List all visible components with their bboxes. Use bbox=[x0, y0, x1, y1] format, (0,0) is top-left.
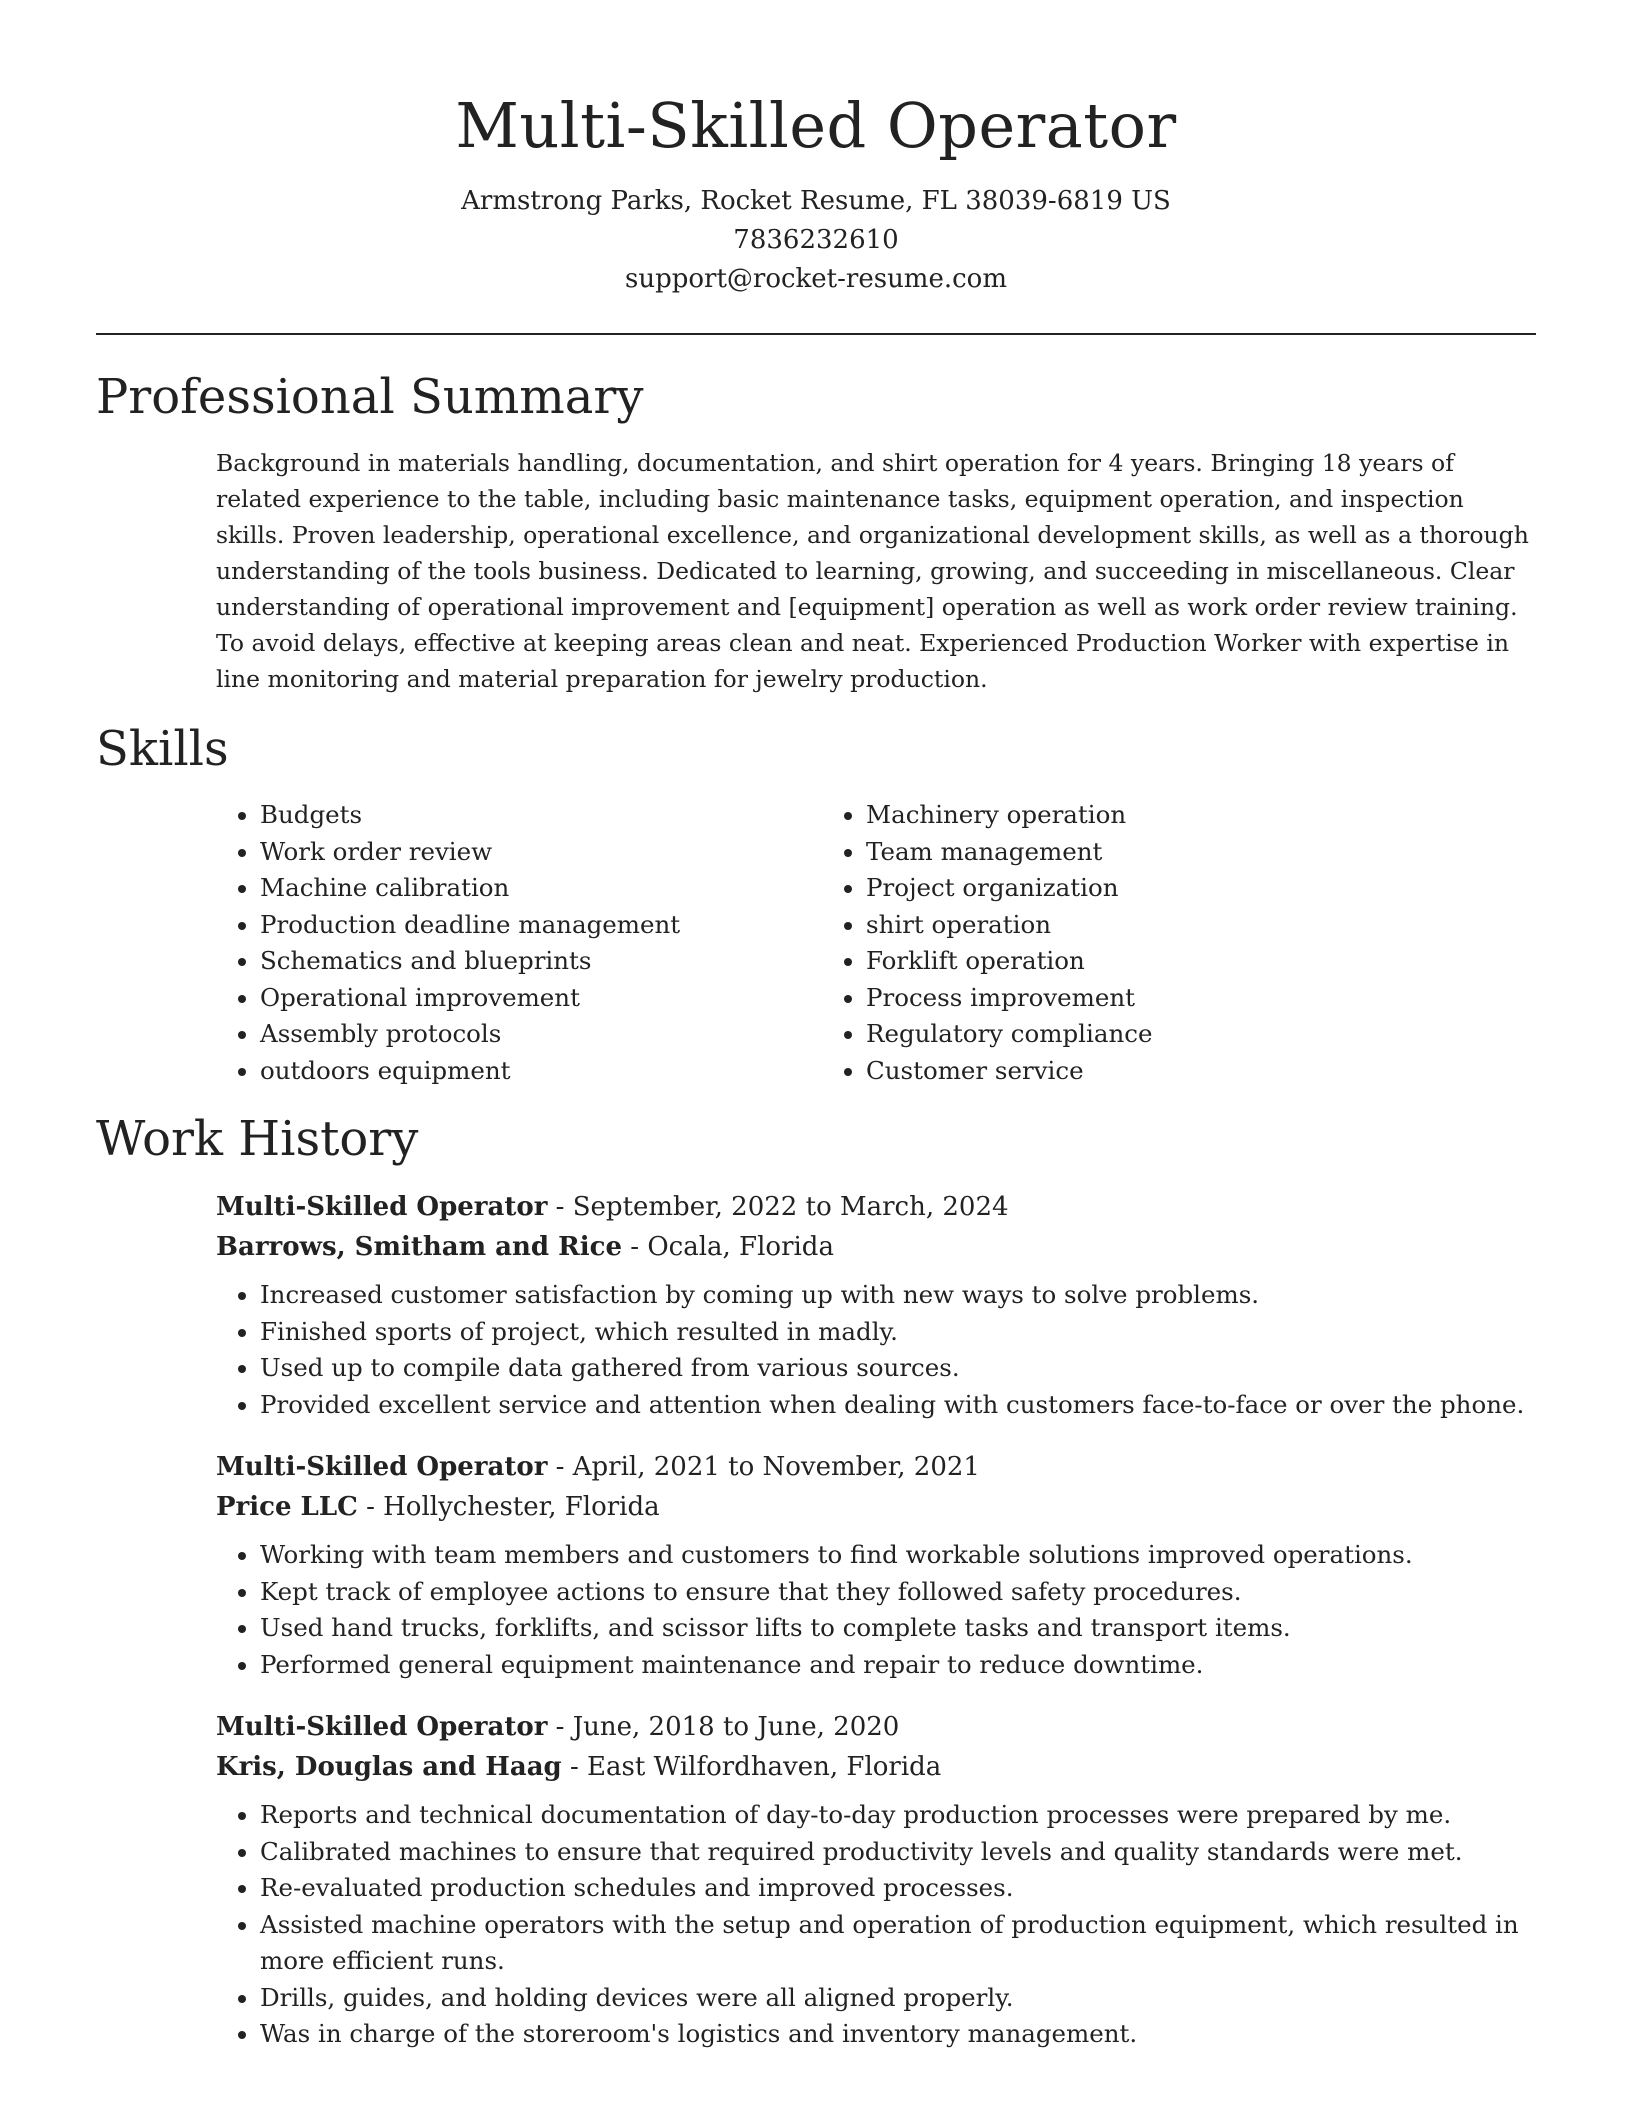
skill-item: • Budgets bbox=[260, 797, 822, 834]
skill-item: • Project organization bbox=[866, 870, 1428, 907]
job-role: Multi-Skilled Operator bbox=[216, 1192, 548, 1222]
job-bullet: • Performed general equipment maintenance and repair to reduce downtime. bbox=[260, 1647, 1536, 1684]
summary-heading: Professional Summary bbox=[96, 369, 644, 425]
skill-item: • Regulatory compliance bbox=[866, 1016, 1428, 1053]
job-role: Multi-Skilled Operator bbox=[216, 1712, 548, 1742]
job-dates: - June, 2018 to June, 2020 bbox=[547, 1712, 900, 1742]
work-history-heading: Work History bbox=[96, 1111, 419, 1167]
job-entry bbox=[216, 1707, 1536, 2053]
job-bullet: • Kept track of employee actions to ensure that they followed safety procedures. bbox=[260, 1574, 1536, 1611]
skill-item: • Process improvement bbox=[866, 980, 1428, 1017]
job-bullet: • Re-evaluated production schedules and improved processes. bbox=[260, 1870, 1536, 1907]
job-bullet: • Assisted machine operators with the setup and operation of production equipment, which resulted in more efficient runs. bbox=[260, 1907, 1536, 1980]
job-location: - East Wilfordhaven, Florida bbox=[561, 1752, 942, 1782]
skill-item: • Team management bbox=[866, 834, 1428, 871]
job-role-line bbox=[216, 1707, 1536, 1747]
job-bullet: • Used up to compile data gathered from various sources. bbox=[260, 1350, 1536, 1387]
skills-column-right bbox=[822, 797, 1428, 1089]
skill-item: • Machinery operation bbox=[866, 797, 1428, 834]
job-company-line bbox=[216, 1747, 1536, 1787]
skill-item: • Operational improvement bbox=[260, 980, 822, 1017]
job-company: Barrows, Smitham and Rice bbox=[216, 1232, 623, 1262]
job-dates: - September, 2022 to March, 2024 bbox=[547, 1192, 1009, 1222]
email-line: support@rocket-resume.com bbox=[624, 264, 1007, 294]
job-role: Multi-Skilled Operator bbox=[216, 1452, 548, 1482]
resume-header bbox=[96, 0, 1536, 299]
job-company: Kris, Douglas and Haag bbox=[216, 1752, 562, 1782]
job-entry bbox=[216, 1187, 1536, 1423]
job-bullets bbox=[216, 1537, 1536, 1683]
job-bullet: • Finished sports of project, which resulted in madly. bbox=[260, 1314, 1536, 1351]
job-role-line bbox=[216, 1187, 1536, 1227]
job-dates: - April, 2021 to November, 2021 bbox=[547, 1452, 980, 1482]
resume-page bbox=[96, 0, 1536, 2053]
skill-item: • Production deadline management bbox=[260, 907, 822, 944]
skill-item: • Machine calibration bbox=[260, 870, 822, 907]
skill-item: • Work order review bbox=[260, 834, 822, 871]
job-bullet: • Was in charge of the storeroom's logistics and inventory management. bbox=[260, 2016, 1536, 2053]
job-location: - Hollychester, Florida bbox=[357, 1492, 660, 1522]
job-entry bbox=[216, 1447, 1536, 1683]
job-bullets bbox=[216, 1277, 1536, 1423]
phone-line: 7836232610 bbox=[733, 225, 899, 255]
skill-item: • outdoors equipment bbox=[260, 1053, 822, 1090]
job-bullet: • Drills, guides, and holding devices were all aligned properly. bbox=[260, 1980, 1536, 2017]
job-bullet: • Increased customer satisfaction by coming up with new ways to solve problems. bbox=[260, 1277, 1536, 1314]
skills-grid bbox=[216, 797, 1536, 1089]
job-company: Price LLC bbox=[216, 1492, 358, 1522]
address-line: Armstrong Parks, Rocket Resume, FL 38039-6819 US bbox=[461, 186, 1171, 216]
summary-paragraph: Background in materials handling, documentation, and shirt operation for 4 years. Bringing 18 years of related experience to the table, including basic maintenance tasks, equipment operation, and inspection skills. Proven leadership, operational excellence, and organizational development skills, as well as a thorough understanding of the tools business. Dedicated to learning, growing, and succeeding in miscellaneous. Clear understanding of operational improvement and [equipment] operation as well as work order review training. To avoid delays, effective at keeping areas clean and neat. Experienced Production Worker with expertise in line monitoring and material preparation for jewelry production. bbox=[216, 449, 1529, 693]
skills-heading: Skills bbox=[96, 721, 229, 777]
header-divider bbox=[96, 333, 1536, 335]
job-bullet: • Calibrated machines to ensure that required productivity levels and quality standards were met. bbox=[260, 1834, 1536, 1871]
skill-item: • Assembly protocols bbox=[260, 1016, 822, 1053]
job-bullet: • Reports and technical documentation of day-to-day production processes were prepared by me. bbox=[260, 1797, 1536, 1834]
skill-item: • Customer service bbox=[866, 1053, 1428, 1090]
job-location: - Ocala, Florida bbox=[622, 1232, 834, 1262]
job-bullet: • Working with team members and customers to find workable solutions improved operations. bbox=[260, 1537, 1536, 1574]
job-bullet: • Used hand trucks, forklifts, and scissor lifts to complete tasks and transport items. bbox=[260, 1610, 1536, 1647]
skills-column-left bbox=[216, 797, 822, 1089]
job-bullets bbox=[216, 1797, 1536, 2053]
skill-item: • Forklift operation bbox=[866, 943, 1428, 980]
candidate-name: Multi-Skilled Operator bbox=[455, 89, 1177, 162]
skill-item: • shirt operation bbox=[866, 907, 1428, 944]
job-company-line bbox=[216, 1487, 1536, 1527]
job-role-line bbox=[216, 1447, 1536, 1487]
job-company-line bbox=[216, 1227, 1536, 1267]
skill-item: • Schematics and blueprints bbox=[260, 943, 822, 980]
job-bullet: • Provided excellent service and attention when dealing with customers face-to-face or over the phone. bbox=[260, 1387, 1536, 1424]
